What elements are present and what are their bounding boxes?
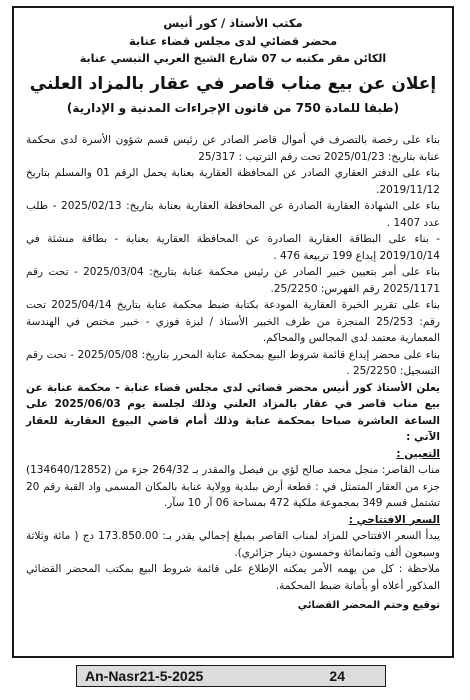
edition-date: An-Nasr21-5-2025: [85, 668, 204, 684]
page-number: 24: [329, 668, 345, 684]
paragraph-expert-order: بناء على أمر بتعيين خبير الصادر عن رئيس محكمة عنابة بتاريخ: 2025/03/04 - تحت رقم 2025/1171 رقم الفهرس: 25/2250.: [26, 266, 440, 295]
opening-price-label: السعر الافتتاحي :: [348, 513, 440, 526]
page-footer: [76, 665, 386, 687]
paragraph-expert-report: بناء على تقرير الخبرة العقارية المودعة بكتابة ضبط محكمة عنابة بتاريخ 2025/04/14 تحت رقم: 25/253 المنجزة من طرف الخبير الأستاذ / لبزة فوزي - خبير مختص في الهندسة المعمارية معتمد لدى المجالس والمحاكم.: [26, 299, 440, 344]
legal-notice: [12, 6, 454, 658]
notice-title: إعلان عن بيع مناب قاصر في عقار بالمزاد العلني: [29, 74, 437, 94]
notice-subtitle: (طبقا للمادة 750 من قانون الإجراءات المدنية و الإدارية): [66, 101, 400, 115]
paragraph-land-register: بناء على الدفتر العقاري الصادر عن المحافظة العقارية بعنابة يحمل الرقم 01 والمسلم بتاريخ 2019/11/12.: [26, 167, 440, 196]
paragraph-auction-announcement: يعلن الأستاذ كور أنيس محضر قضائي لدى مجلس قضاء عنابة - محكمة عنابة عن بيع مناب قاصر في عقار بالمزاد العلني وذلك لجلسة يوم 2025/06/03 على الساعة العاشرة صباحا بمحكمة عنابة وذلك أمام قاضي البيوع العقارية للعقار الآتي :: [26, 381, 440, 443]
office-address-line: الكائن مقر مكتبه ب 07 شارع الشيخ العربي التبسي عنابة: [79, 52, 387, 65]
signature-line: توقيع وختم المحضر القضائي: [297, 600, 440, 611]
title-spacer: [26, 118, 440, 132]
paragraph-property-designation: مناب القاصر: منجل محمد صالح لؤي بن فيصل والمقدر بـ 264/32 جزء من (134640/12852) جزء من العقار المتمثل في : قطعة أرض ببلدية وولاية عنابة بالمكان المسمى واد القبة رقم 20 تشتمل قسم 349 بمجموعة ملكية 472 بمساحة 06 آر 10 سآر.: [26, 464, 440, 509]
paragraph-authorization: بناء على رخصة بالتصرف في أموال قاصر الصادر عن رئيس قسم شؤون الأسرة لدى محكمة عنابة بتاريخ: 2025/01/23 تحت رقم الترتيب : 25/317: [26, 134, 440, 163]
paragraph-note: ملاحظة : كل من يهمه الأمر يمكنه الإطلاع على قائمة شروط البيع بمكتب المحضر القضائي المذكور أعلاه أو بأمانة ضبط المحكمة.: [26, 563, 440, 592]
designation-label: التعيين :: [396, 447, 440, 460]
paragraph-land-card: - بناء على البطاقة العقارية الصادرة عن المحافظة العقارية بعنابة - بطاقة منشئة في 2019/10/14 إيداع 199 تربيعة 476 .: [26, 233, 440, 262]
bailiff-court-line: محضر قضائي لدى مجلس قضاء عنابة: [128, 34, 338, 48]
paragraph-land-certificate: بناء على الشهادة العقارية الصادرة عن المحافظة العقارية بعنابة بتاريخ: 2025/02/13 - طلب عدد 1407 .: [26, 200, 440, 229]
paragraph-opening-price: يبدأ السعر الافتتاحي للمزاد لمناب القاصر بمبلغ إجمالي يقدر بـ: 173.850.00 دج ( مائة وثلاثة وسبعون ألف وثمانمائة وخمسون دينار جزائري).: [26, 530, 441, 559]
paragraph-sale-conditions: بناء على محضر إيداع قائمة شروط البيع بمحكمة عنابة المحرر بتاريخ: 2025/05/08 - تحت رقم التسجيل: 25/2250 .: [26, 348, 441, 377]
bailiff-office-line: مكتب الأستاذ / كور أنيس: [163, 16, 303, 30]
